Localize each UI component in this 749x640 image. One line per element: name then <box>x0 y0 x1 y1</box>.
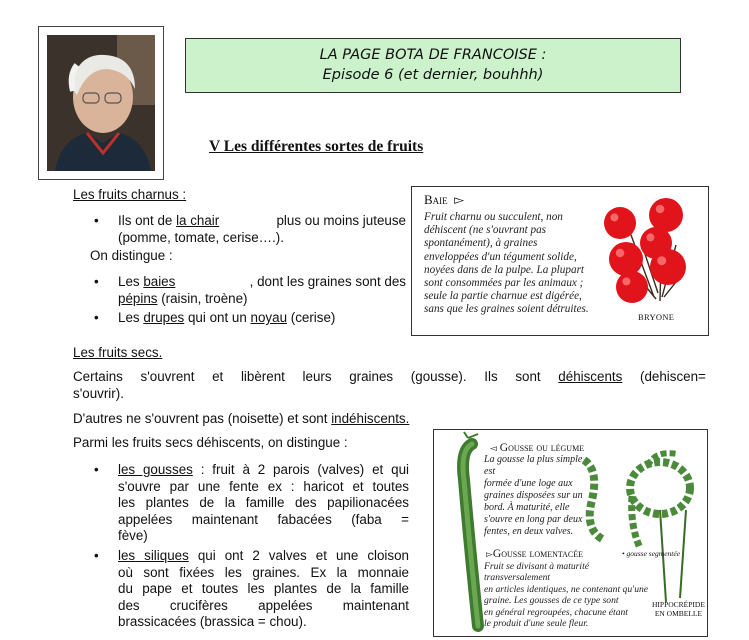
gousses-line: s'ouvre par une fente ex : haricot et toutes <box>118 478 409 494</box>
fleshy-bullet-1: • Ils ont de la chair plus ou moins juteuse (pomme, tomate, cerise….). <box>118 213 406 246</box>
pod-description-1-line: graines disposées sur un <box>484 490 583 501</box>
berry-cluster-image <box>598 193 702 315</box>
berry-highlight <box>646 233 654 241</box>
berry-description-line: enveloppées d'un tégument solide, <box>424 250 577 263</box>
pod-description-2-line: graine. Les gousses de ce type sont <box>484 595 619 607</box>
dry-fruits-heading: Les fruits secs. <box>73 345 163 360</box>
pod-illustration-box <box>433 429 708 637</box>
berry-highlight <box>610 213 618 221</box>
berry <box>604 207 636 239</box>
pod-description-2-line: le produit d'une seule fleur. <box>484 618 589 630</box>
dry-bullet-siliques <box>118 548 409 631</box>
portrait-illustration <box>47 35 155 171</box>
berry <box>650 249 686 285</box>
portrait-frame <box>38 26 164 180</box>
title-banner <box>185 38 681 93</box>
pod-title-2: ▻Gousse lomentacée <box>486 548 584 560</box>
siliques-line: brassicacées (brassica = chou). <box>118 614 307 629</box>
pod-description-1-line: formée d'une loge aux <box>484 478 573 489</box>
dry-paragraph-3: Parmi les fruits secs déhiscents, on distingue : <box>73 435 348 450</box>
berry-highlight <box>656 205 665 214</box>
pod-description-1-line: fentes, en deux valves. <box>484 526 574 537</box>
berry-illustration-box <box>411 186 709 336</box>
berry-description-line: sans que les graines soient détruites. <box>424 303 589 316</box>
fleshy-fruits-heading: Les fruits charnus : <box>73 187 187 202</box>
section-heading: V Les différentes sortes de fruits <box>209 138 424 155</box>
pod-description-2-line: en articles identiques, ne contenant qu'une <box>484 583 649 595</box>
dry-paragraph-1: Certains s'ouvrent et libèrent leurs graines (gousse). Ils sont déhiscents (dehiscen= s'ouvrir). <box>73 369 706 401</box>
berry-highlight <box>622 277 630 285</box>
title-line-2: Episode 6 (et dernier, bouhhh) <box>322 67 544 83</box>
gousses-line: • les gousses : fruit à 2 parois (valves) et qui <box>118 462 409 477</box>
pod-description-1 <box>484 454 594 538</box>
berry-description-line: sont consommées par les animaux ; <box>424 277 584 290</box>
portrait-photo <box>47 35 155 171</box>
berry-caption: BRYONE <box>638 312 675 322</box>
pod-description-1-line: La gousse la plus simple est <box>484 454 583 477</box>
pod-description-1-line: s'ouvre en long par deux <box>484 514 583 525</box>
berry-description-line: seule la partie charnue est digérée, <box>424 290 582 303</box>
berry-description-line: spontanément), à graines <box>424 237 538 250</box>
gousses-line: fève) <box>118 528 148 543</box>
berry-description <box>424 211 606 317</box>
fleshy-bullet-2: • Les baies , dont les graines sont des pépins (raisin, troène) <box>118 274 406 307</box>
berry-description-line: déhiscent (ne s'ouvrant pas <box>424 224 547 237</box>
berry-highlight <box>616 249 625 257</box>
siliques-line: des crucifères appelées maintenant <box>118 597 409 613</box>
distinguish-label: On distingue : <box>90 248 173 263</box>
pod-description-1-line: bord. À maturité, elle <box>484 502 570 513</box>
pod-title-1: ◅ Gousse ou légume <box>490 442 585 454</box>
pod-description-2-line: Fruit se divisant à maturité transversalement <box>484 561 589 584</box>
pod-description-2-line: en général regroupées, chacune étant <box>484 606 628 618</box>
siliques-line: du pape et toutes les plantes de la famille <box>118 581 409 596</box>
pod-caption: HIPPOCRÉPIDE EN OMBELLE <box>652 600 705 618</box>
title-line-1: LA PAGE BOTA DE FRANCOISE : <box>319 47 547 63</box>
berry <box>609 242 643 276</box>
pod-description-2 <box>484 561 654 629</box>
berry-box-title: Baie ▻ <box>424 192 465 207</box>
gousses-line: appelées maintenant fabacées (faba = <box>118 511 409 527</box>
berry-description-line: noyées dans de la pulpe. La plupart <box>424 263 585 276</box>
berry-highlight <box>657 256 666 265</box>
segmented-pod-label: • gousse segmentée <box>622 549 681 558</box>
berry <box>616 271 648 303</box>
siliques-line: où sont fixées les graines. Ex la monnaie <box>118 564 409 580</box>
siliques-line: • les siliques qui ont 2 valves et une cloison <box>118 548 409 563</box>
dry-bullet-gousses <box>118 462 409 545</box>
berry-description-line: Fruit charnu ou succulent, non <box>424 211 563 223</box>
dry-paragraph-2: D'autres ne s'ouvrent pas (noisette) et sont indéhiscents. <box>73 411 410 426</box>
fleshy-bullet-3: • Les drupes qui ont un noyau (cerise) <box>118 310 406 327</box>
berry <box>649 198 683 232</box>
gousses-line: les plantes de la famille des papilionacées <box>118 495 409 510</box>
